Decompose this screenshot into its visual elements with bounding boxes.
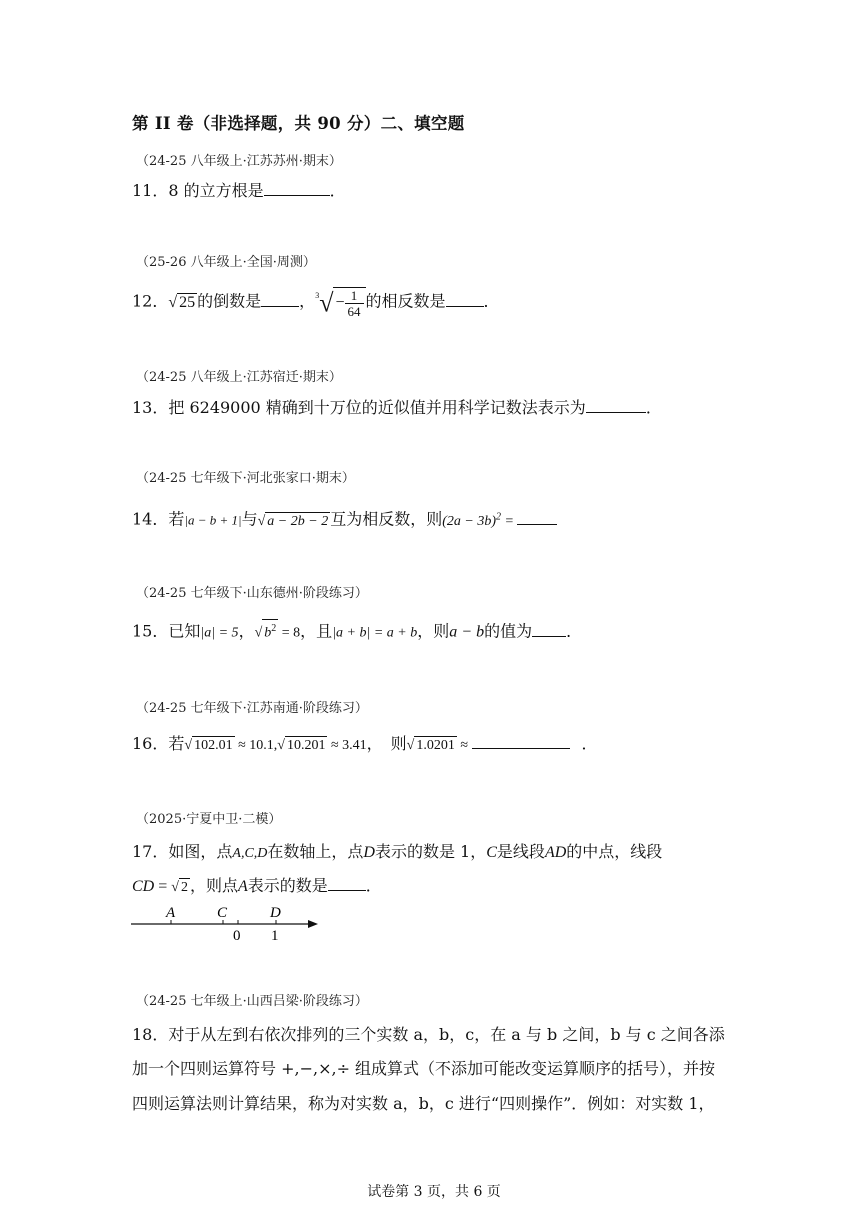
question-text: ，且 xyxy=(300,621,333,641)
point-label-d: D xyxy=(270,905,281,921)
absolute-value-expression: |a| = 5 xyxy=(200,625,239,641)
question-text: 对于从左到右依次排列的三个实数 a，b，c，在 a 与 b 之间，b 与 c 之间各添 xyxy=(168,1025,725,1044)
question-16 xyxy=(132,733,598,757)
question-text: 若 xyxy=(168,509,185,529)
question-number: 13． xyxy=(132,398,169,417)
page-footer: 试卷第 3 页，共 6 页 xyxy=(367,1184,501,1200)
math-expression: D xyxy=(363,844,375,861)
question-number: 15． xyxy=(132,621,169,641)
question-text: 若 xyxy=(168,734,185,753)
question-text: 的相反数是 xyxy=(365,291,446,311)
arrow-head-icon xyxy=(308,920,318,928)
question-text: ． xyxy=(566,621,583,641)
answer-blank[interactable] xyxy=(472,734,570,749)
question-source: （24-25 七年级下·江苏南通·阶段练习） xyxy=(136,701,368,716)
math-expression: a − b xyxy=(449,623,485,641)
point-label-a: A xyxy=(166,905,176,921)
absolute-value-expression: |a − b + 1| xyxy=(184,512,242,528)
math-expression: CD xyxy=(132,878,155,895)
question-text: ． xyxy=(365,876,382,895)
math-expression: AD xyxy=(544,844,567,861)
tick-label-zero: 0 xyxy=(233,928,241,944)
question-text: 在数轴上，点 xyxy=(267,842,364,861)
question-text: 表示的数是 xyxy=(247,876,328,895)
answer-blank[interactable] xyxy=(446,292,484,307)
question-18-line-3: 四则运算法则计算结果，称为对实数 a，b，c 进行“四则操作”．例如：对实数 1， xyxy=(132,1094,715,1113)
question-number: 14． xyxy=(132,509,169,529)
sqrt-expression: √ 25 xyxy=(168,293,196,311)
question-text: ， xyxy=(299,291,316,311)
squared-expression: $(2a - 3b)^2$ = xyxy=(442,511,518,529)
answer-blank[interactable] xyxy=(532,622,566,637)
question-text: ． xyxy=(581,734,598,753)
answer-blank[interactable] xyxy=(586,398,646,413)
cube-root-expression: $^3$√ − $\frac{1}{64}$ xyxy=(315,294,365,311)
question-12 xyxy=(132,287,500,319)
math-expression: A xyxy=(237,878,248,895)
question-number: 12． xyxy=(132,291,169,311)
math-expression: = xyxy=(154,878,172,895)
answer-blank[interactable] xyxy=(261,292,299,307)
sqrt-expression: √ a − 2b − 2 xyxy=(257,513,329,529)
question-source: （25-26 八年级上·全国·周测） xyxy=(136,255,316,270)
question-source: （24-25 八年级上·江苏苏州·期末） xyxy=(136,154,342,169)
question-text: 8 的立方根是 xyxy=(168,181,264,200)
question-source: （24-25 七年级下·河北张家口·期末） xyxy=(136,471,355,486)
question-18 xyxy=(132,1024,725,1046)
question-text: 的倒数是 xyxy=(197,291,262,311)
sqrt-expression: √ 2 xyxy=(171,880,188,895)
question-text: ，则 xyxy=(417,621,450,641)
question-15 xyxy=(132,619,582,645)
question-17 xyxy=(132,841,662,865)
question-17-line-2 xyxy=(132,875,382,899)
question-source: （24-25 七年级下·山东德州·阶段练习） xyxy=(136,586,368,601)
question-14 xyxy=(132,506,557,533)
question-text: ， xyxy=(238,621,255,641)
tick-label-one: 1 xyxy=(271,928,279,944)
point-label-c: C xyxy=(217,905,228,921)
question-text: 已知 xyxy=(168,621,201,641)
answer-blank[interactable] xyxy=(264,181,330,196)
math-expression: A,C,D xyxy=(232,846,268,861)
question-text: 是线段 xyxy=(496,842,545,861)
question-text: 互为相反数，则 xyxy=(330,509,443,529)
question-text: ． xyxy=(483,291,500,311)
sqrt-expression: √ 102.01 ≈ 10.1,√ 10.201 ≈ 3.41 xyxy=(184,738,367,753)
answer-blank[interactable] xyxy=(517,510,557,525)
math-expression: C xyxy=(486,844,497,861)
question-number: 11． xyxy=(132,181,169,200)
question-text: 的中点，线段 xyxy=(566,842,663,861)
question-text: ，则点 xyxy=(189,876,238,895)
sqrt-expression: √ 1.0201 ≈ xyxy=(406,738,472,753)
question-text: 与 xyxy=(241,509,258,529)
number-line-figure xyxy=(128,902,323,944)
question-text: 如图，点 xyxy=(168,842,233,861)
question-number: 17． xyxy=(132,842,169,861)
question-text: ． xyxy=(645,398,662,417)
question-18-line-2: 加一个四则运算符号 +,−,×,÷ 组成算式（不添加可能改变运算顺序的括号），并按 xyxy=(132,1059,716,1078)
question-11 xyxy=(132,180,346,202)
question-number: 18． xyxy=(132,1025,169,1044)
question-number: 16． xyxy=(132,734,169,753)
section-heading: 第 II 卷（非选择题，共 90 分）二、填空题 xyxy=(132,114,465,133)
question-text: 把 6249000 精确到十万位的近似值并用科学记数法表示为 xyxy=(168,398,586,417)
question-text: 表示的数是 1， xyxy=(374,842,487,861)
question-13 xyxy=(132,397,662,419)
question-text: ， 则 xyxy=(366,734,407,753)
answer-blank[interactable] xyxy=(328,876,366,891)
sqrt-expression: √ $b^2 = 8$ xyxy=(255,619,301,645)
question-text: 的值为 xyxy=(484,621,533,641)
question-source: （24-25 八年级上·江苏宿迁·期末） xyxy=(136,370,342,385)
question-source: （2025·宁夏中卫·二模） xyxy=(136,812,282,827)
question-source: （24-25 七年级上·山西吕梁·阶段练习） xyxy=(136,994,368,1009)
absolute-value-expression: |a + b| = a + b xyxy=(332,625,418,641)
question-text: ． xyxy=(329,181,346,200)
